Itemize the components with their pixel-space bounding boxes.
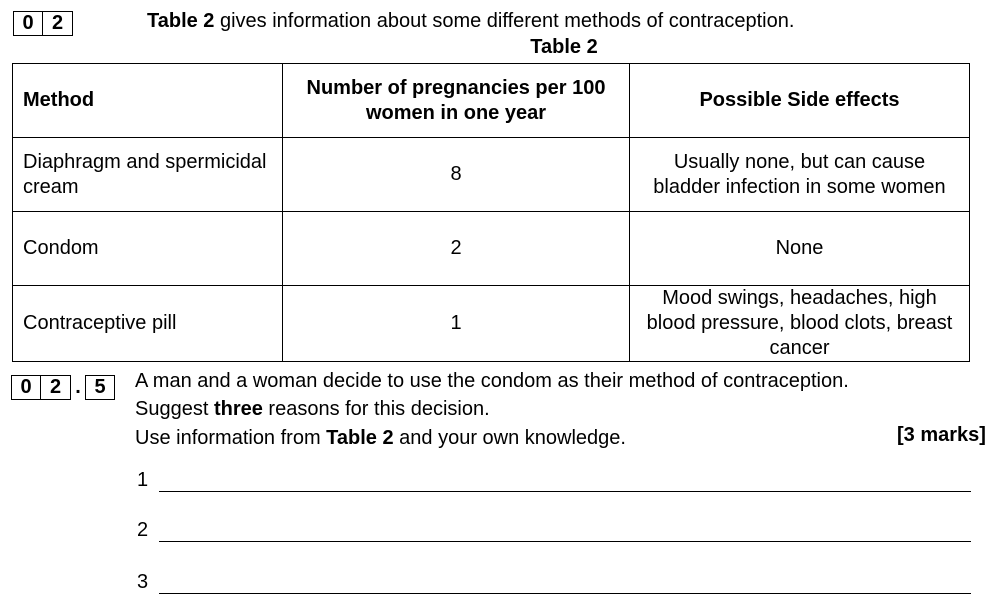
- subquestion-number-box: [11, 375, 115, 400]
- header-side-effects: Possible Side effects: [630, 64, 970, 138]
- cell-pregnancies: 2: [283, 212, 630, 286]
- answer-writing-line[interactable]: [159, 593, 971, 594]
- table-row: [13, 138, 970, 212]
- line3-text: and your own knowledge.: [393, 427, 626, 449]
- line2-text: Suggest: [135, 398, 214, 420]
- table-header-row: [13, 64, 970, 138]
- answer-line-2[interactable]: [137, 519, 148, 542]
- cell-side-effects: Mood swings, headaches, high blood pressure, blood clots, breast cancer: [630, 286, 970, 362]
- contraception-table: [12, 63, 970, 362]
- question-digit: 0: [13, 11, 43, 36]
- question-number-box: [13, 11, 73, 36]
- cell-side-effects: None: [630, 212, 970, 286]
- subquestion-digit: 2: [41, 375, 71, 400]
- answer-writing-line[interactable]: [159, 541, 971, 542]
- subquestion-digit: 5: [85, 375, 115, 400]
- answer-line-3[interactable]: [137, 571, 148, 594]
- cell-pregnancies: 8: [283, 138, 630, 212]
- intro-bold: Table 2: [147, 10, 215, 32]
- question-digit: 2: [43, 11, 73, 36]
- header-method: Method: [13, 64, 283, 138]
- cell-method: Contraceptive pill: [13, 286, 283, 362]
- answer-number: 1: [137, 469, 149, 491]
- line3-text: Use information from: [135, 427, 327, 449]
- answer-writing-line[interactable]: [159, 491, 971, 492]
- line2-text: reasons for this decision.: [262, 398, 490, 420]
- intro-text: gives information about some different methods of contraception.: [214, 10, 795, 32]
- subquestion-dot: .: [75, 376, 81, 398]
- answer-number: 3: [137, 571, 149, 593]
- cell-side-effects: Usually none, but can cause bladder infection in some women: [630, 138, 970, 212]
- header-pregnancies: Number of pregnancies per 100 women in one year: [283, 64, 630, 138]
- line2-bold: three: [213, 398, 263, 420]
- cell-pregnancies: 1: [283, 286, 630, 362]
- table-row: [13, 286, 970, 362]
- table-caption: Table 2: [530, 36, 598, 58]
- subquestion-line3: [135, 427, 626, 450]
- cell-method: Diaphragm and spermicidal cream: [13, 138, 283, 212]
- table-row: [13, 212, 970, 286]
- answer-line-1[interactable]: [137, 469, 148, 492]
- subquestion-digit: 0: [11, 375, 41, 400]
- subquestion-line1: A man and a woman decide to use the condom as their method of contraception.: [135, 370, 849, 392]
- marks-label: [3 marks]: [897, 424, 986, 446]
- cell-method: Condom: [13, 212, 283, 286]
- answer-number: 2: [137, 519, 149, 541]
- subquestion-line2: [135, 398, 490, 421]
- question-intro: [147, 10, 794, 33]
- line3-bold: Table 2: [326, 427, 394, 449]
